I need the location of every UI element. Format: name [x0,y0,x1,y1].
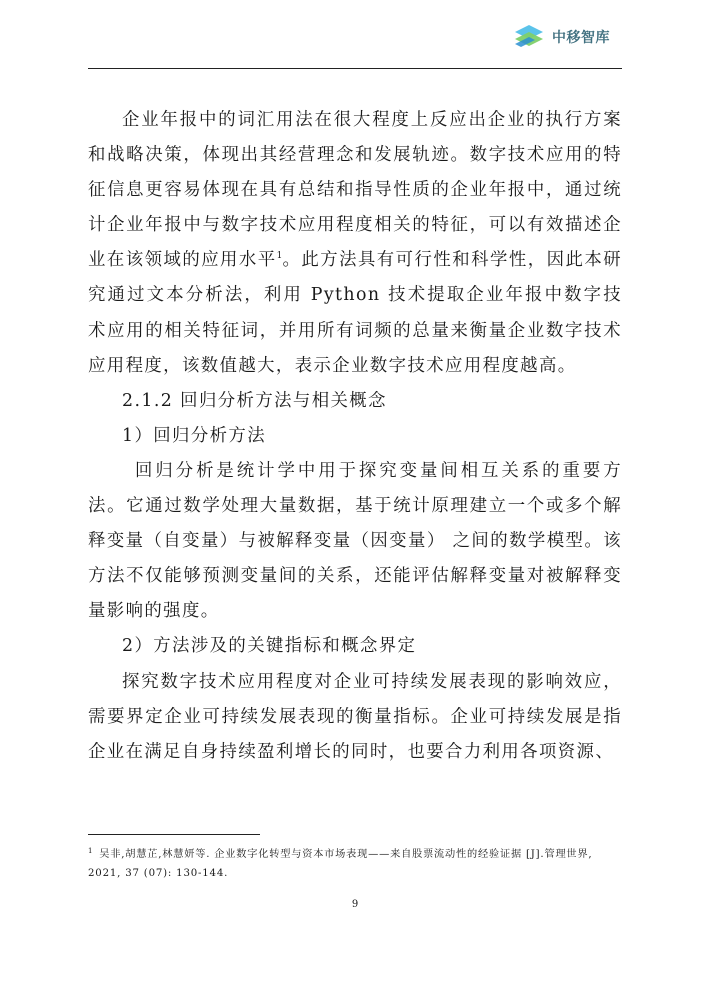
header-logo [512,20,610,54]
document-body [88,103,622,770]
footnote-reference[interactable]: 1 [276,251,283,262]
logo-text: 中移智库 [552,30,610,46]
footnote-marker: 1 [88,847,94,855]
footnote-divider [88,834,260,835]
page-number: 9 [351,899,359,910]
section-heading: 2.1.2 回归分析方法与相关概念 [122,390,387,411]
paragraph-text: 企业年报中的词汇用法在很大程度上反应出企业的执行方案和战略决策，体现出其经营理念和发展轨迹。数字技术应用的特征信息更容易体现在具有总结和指导性质的企业年报中，通过统计企业年报中与数字技术应用程度相关的特征，可以有效描述企业在该领域的应用水平 [88,110,622,271]
header-divider [88,68,622,69]
paragraph-annual-report [88,103,622,384]
subheading-regression-method: 1）回归分析方法 [122,425,266,446]
paragraph-text: 。此方法具有可行性和科学性，因此本研究通过文本分析法，利用 Python 技术提取企业年报中数字技术应用的相关特征词，并用所有词频的总量来衡量企业数字技术应用程度，该数值越大，表示企业数字技术应用程度越高。 [88,250,622,376]
logo-icon [512,20,546,54]
subheading-key-indicators: 2）方法涉及的关键指标和概念界定 [122,636,417,657]
paragraph-sustainability: 探究数字技术应用程度对企业可持续发展表现的影响效应，需要界定企业可持续发展表现的衡量指标。企业可持续发展是指企业在满足自身持续盈利增长的同时，也要合力利用各项资源、 [88,671,622,762]
footnote [88,842,622,883]
footnote-text: 吴非,胡慧芷,林慧妍等. 企业数字化转型与资本市场表现——来自股票流动性的经验证据 [J].管理世界, 2021, 37 (07): 130-144. [88,849,593,879]
paragraph-regression: 回归分析是统计学中用于探究变量间相互关系的重要方法。它通过数学处理大量数据，基于统计原理建立一个或多个解释变量（自变量）与被解释变量（因变量） 之间的数学模型。该方法不仅能够预测变量间的关系，还能评估解释变量对被解释变量影响的强度。 [88,460,622,622]
